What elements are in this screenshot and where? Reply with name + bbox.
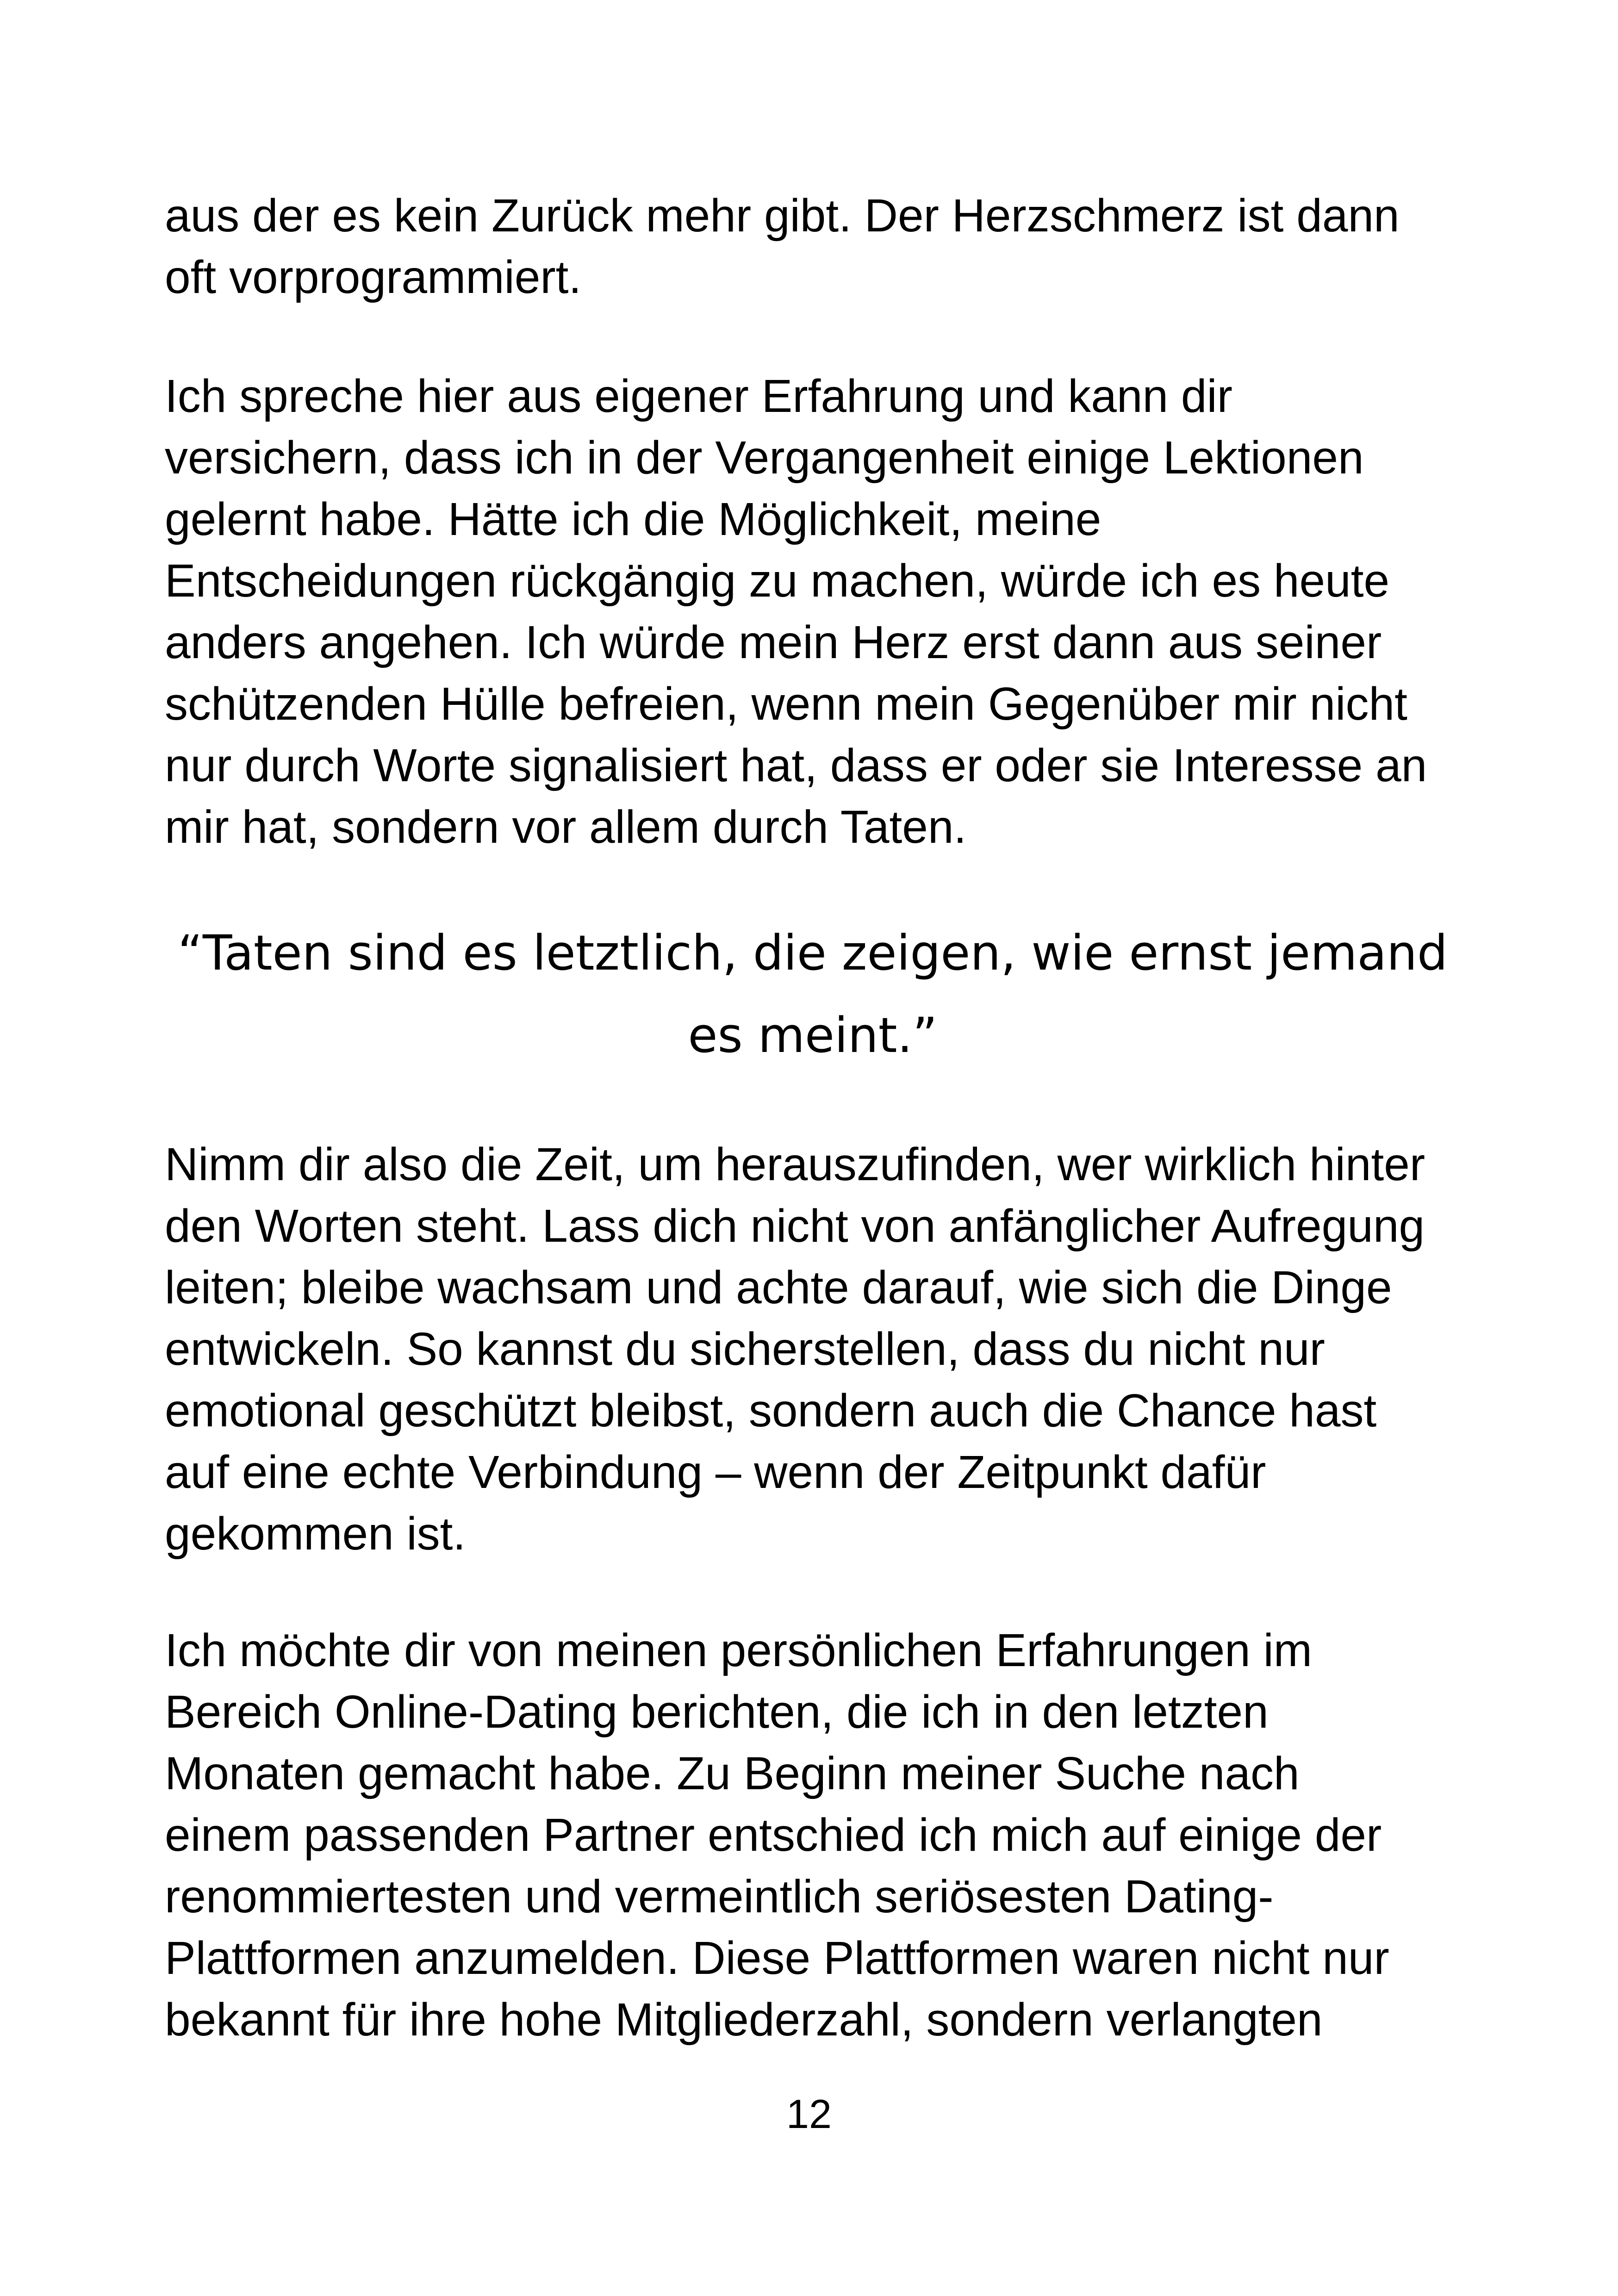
text-line: Ich möchte dir von meinen persönlichen Erfahrungen im [165, 1624, 1313, 1676]
text-line: aus der es kein Zurück mehr gibt. Der Herzschmerz ist dann [165, 190, 1400, 242]
text-line: Plattformen anzumelden. Diese Plattformen waren nicht nur [165, 1932, 1389, 1984]
text-line: mir hat, sondern vor allem durch Taten. [165, 801, 967, 853]
text-line: Nimm dir also die Zeit, um herauszufinden, wer wirklich hinter [165, 1139, 1425, 1190]
text-line: gelernt habe. Hätte ich die Möglichkeit, meine [165, 493, 1101, 545]
text-line: nur durch Worte signalisiert hat, dass er oder sie Interesse an [165, 740, 1427, 791]
text-line: Bereich Online-Dating berichten, die ich in den letzten [165, 1686, 1269, 1738]
text-line: oft vorprogrammiert. [165, 251, 582, 303]
text-line: Ich spreche hier aus eigener Erfahrung und kann dir [165, 370, 1232, 422]
text-line: Monaten gemacht habe. Zu Beginn meiner Suche nach [165, 1748, 1300, 1799]
text-line: bekannt für ihre hohe Mitgliederzahl, sondern verlangten [165, 1994, 1323, 2046]
text-line: anders angehen. Ich würde mein Herz erst dann aus seiner [165, 616, 1382, 668]
text-line: entwickeln. So kannst du sicherstellen, dass du nicht nur [165, 1323, 1325, 1375]
text-line: den Worten steht. Lass dich nicht von anfänglicher Aufregung [165, 1200, 1425, 1252]
text-line: Entscheidungen rückgängig zu machen, würde ich es heute [165, 555, 1390, 607]
text-line: einem passenden Partner entschied ich mich auf einige der [165, 1809, 1382, 1861]
page-number: 12 [786, 2091, 832, 2137]
quote-line: “Taten sind es letztlich, die zeigen, wie ernst jemand [177, 925, 1448, 981]
text-line: renommiertesten und vermeintlich seriösesten Dating- [165, 1871, 1274, 1923]
paragraph-1 [165, 185, 1461, 308]
pull-quote [165, 912, 1461, 1076]
text-line: versichern, dass ich in der Vergangenheit einige Lektionen [165, 432, 1364, 484]
text-line: gekommen ist. [165, 1508, 466, 1560]
text-line: auf eine echte Verbindung – wenn der Zeitpunkt dafür [165, 1446, 1266, 1498]
paragraph-3 [165, 1134, 1461, 1565]
paragraph-2 [165, 366, 1461, 858]
text-line: leiten; bleibe wachsam und achte darauf, wie sich die Dinge [165, 1262, 1392, 1313]
text-line: emotional geschützt bleibst, sondern auch die Chance hast [165, 1385, 1377, 1437]
text-line: schützenden Hülle befreien, wenn mein Gegenüber mir nicht [165, 678, 1407, 730]
paragraph-4 [165, 1620, 1461, 2051]
quote-line: es meint.” [688, 1007, 938, 1064]
